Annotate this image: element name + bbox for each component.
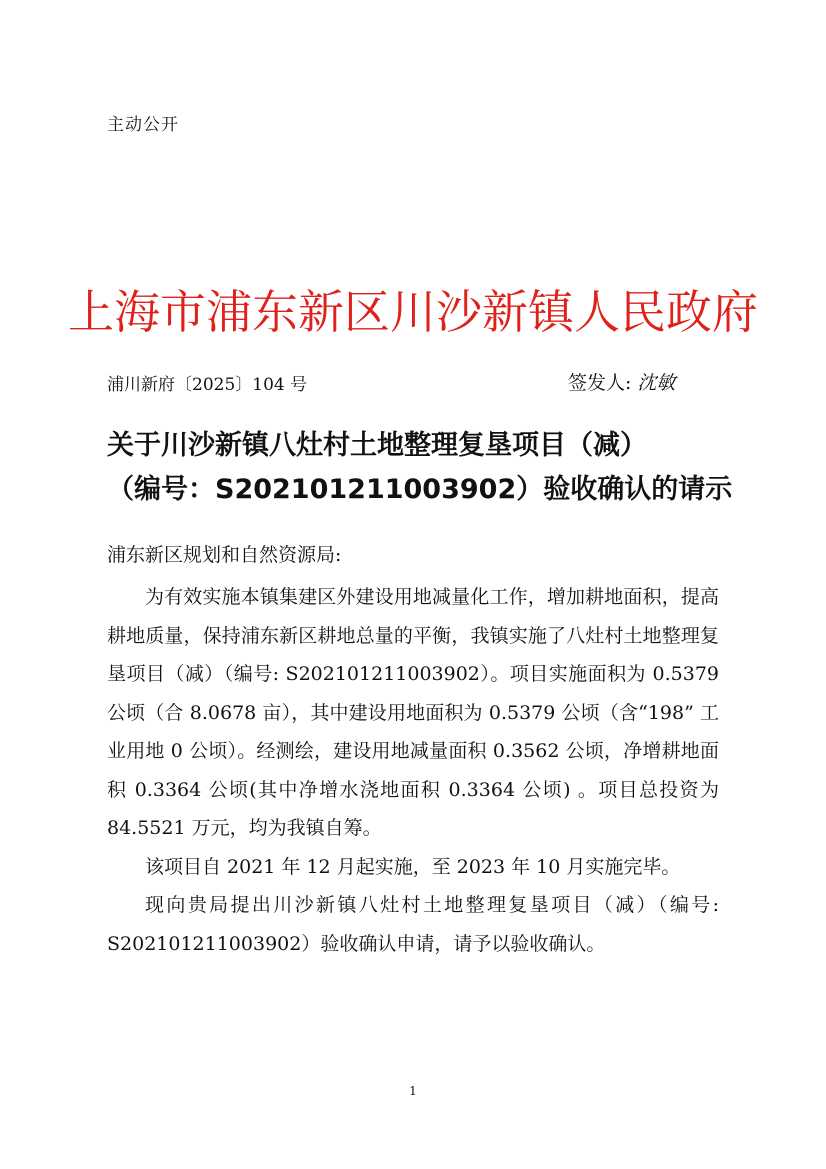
signer-name: 沈敏 <box>637 372 676 394</box>
signer-label: 签发人: <box>568 372 632 394</box>
issuer-name: 上海市浦东新区川沙新镇人民政府 <box>68 285 758 339</box>
body-text <box>107 578 719 963</box>
body-paragraph: 该项目自 2021 年 12 月起实施，至 2023 年 10 月实施完毕。 <box>145 855 681 878</box>
title-line-2: （编号：S202101211003902）验收确认的请示 <box>107 474 733 505</box>
page-number: 1 <box>409 1084 417 1098</box>
signer-block <box>568 368 675 395</box>
addressee: 浦东新区规划和自然资源局: <box>107 544 342 566</box>
body-paragraph: 现向贵局提出川沙新镇八灶村土地整理复垦项目（减）（编号: S202101211003902）验收确认申请，请予以验收确认。 <box>107 894 719 955</box>
title-line-1: 关于川沙新镇八灶村土地整理复垦项目（减） <box>107 430 647 461</box>
document-number: 浦川新府〔2025〕104 号 <box>107 375 308 395</box>
disclosure-label: 主动公开 <box>107 115 179 135</box>
document-title <box>107 424 733 512</box>
body-paragraph: 为有效实施本镇集建区外建设用地减量化工作，增加耕地面积，提高耕地质量，保持浦东新区耕地总量的平衡，我镇实施了八灶村土地整理复垦项目（减）（编号: S202101211003902）。项目实施面积为 0.5379 公顷（合 8.0678 亩），其中建设用地面积为 0.5379 公顷（含“198” 工业用地 0 公顷）。经测绘，建设用地减量面积 0.3562 公顷，净增耕地面积 0.3364 公顷(其中净增水浇地面积 0.3364 公顷) 。项目总投资为 84.5521 万元，均为我镇自筹。 <box>107 586 719 839</box>
